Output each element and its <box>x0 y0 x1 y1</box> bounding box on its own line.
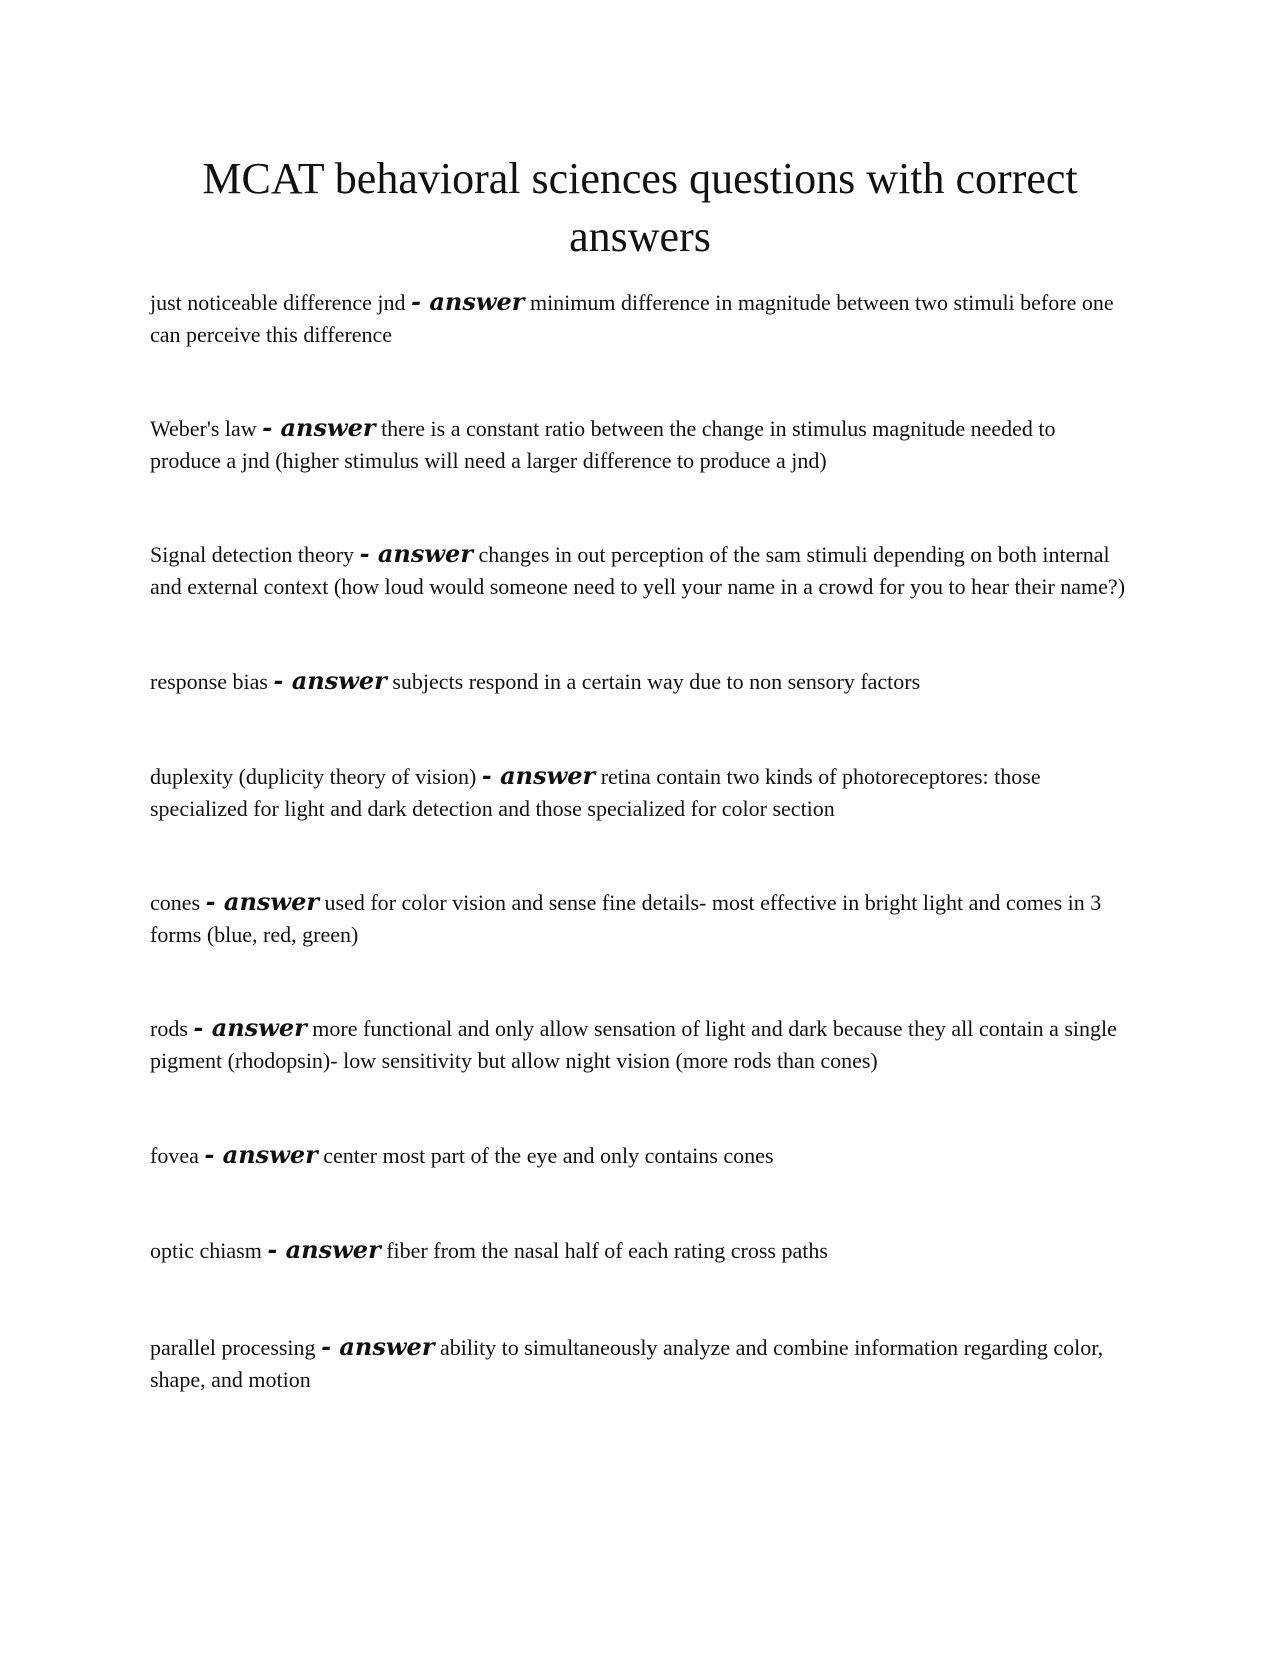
entry-list <box>150 286 1130 1396</box>
answer-marker: - answer <box>262 413 376 442</box>
entry-definition: subjects respond in a certain way due to non sensory factors <box>392 669 921 694</box>
entry <box>150 886 1130 951</box>
answer-marker: - answer <box>411 287 525 316</box>
entry-definition: ability to simultaneously analyze and combine information regarding color, shape, and motion <box>150 1335 1104 1392</box>
answer-marker: - answer <box>205 887 319 916</box>
entry-term: optic chiasm <box>150 1238 262 1263</box>
answer-marker: - answer <box>193 1013 307 1042</box>
entry-definition: more functional and only allow sensation of light and dark because they all contain a single pigment (rhodopsin)- low sensitivity but allow night vision (more rods than cones) <box>150 1016 1117 1073</box>
entry <box>150 760 1130 825</box>
entry <box>150 286 1130 351</box>
answer-marker: - answer <box>267 1235 381 1264</box>
entry-term: just noticeable difference jnd <box>150 290 406 315</box>
entry-term: Weber's law <box>150 416 257 441</box>
answer-marker: - answer <box>321 1332 435 1361</box>
entry-term: Signal detection theory <box>150 542 355 567</box>
entry-term: response bias <box>150 669 268 694</box>
entry <box>150 1331 1130 1396</box>
entry-definition: fiber from the nasal half of each rating cross paths <box>386 1238 828 1263</box>
entry-definition: used for color vision and sense fine details- most effective in bright light and comes in 3 forms (blue, red, green) <box>150 890 1102 947</box>
entry-definition: minimum difference in magnitude between two stimuli before one can perceive this difference <box>150 290 1114 347</box>
entry <box>150 412 1130 477</box>
document-title: MCAT behavioral sciences questions with correct answers <box>202 154 1078 261</box>
entry-term: duplexity (duplicity theory of vision) <box>150 764 477 789</box>
entry-definition: retina contain two kinds of photoreceptores: those specialized for light and dark detection and those specialized for color section <box>150 764 1041 821</box>
answer-marker: - answer <box>481 761 596 790</box>
entry-definition: changes in out perception of the sam stimuli depending on both internal and external context (how loud would someone need to yell your name in a crowd for you to hear their name?) <box>150 542 1126 599</box>
answer-marker: - answer <box>359 539 473 568</box>
entry <box>150 1012 1130 1077</box>
answer-marker: - answer <box>273 666 387 695</box>
entry <box>150 1234 1130 1267</box>
entry <box>150 1139 1130 1172</box>
entry <box>150 665 1130 698</box>
entry-term: rods <box>150 1016 188 1041</box>
entry-term: parallel processing <box>150 1335 316 1360</box>
entry <box>150 538 1130 603</box>
entry-definition: center most part of the eye and only contains cones <box>323 1143 774 1168</box>
entry-term: cones <box>150 890 201 915</box>
entry-definition: there is a constant ratio between the change in stimulus magnitude needed to produce a jnd (higher stimulus will need a larger difference to produce a jnd) <box>150 416 1056 473</box>
answer-marker: - answer <box>204 1140 318 1169</box>
entry-term: fovea <box>150 1143 199 1168</box>
